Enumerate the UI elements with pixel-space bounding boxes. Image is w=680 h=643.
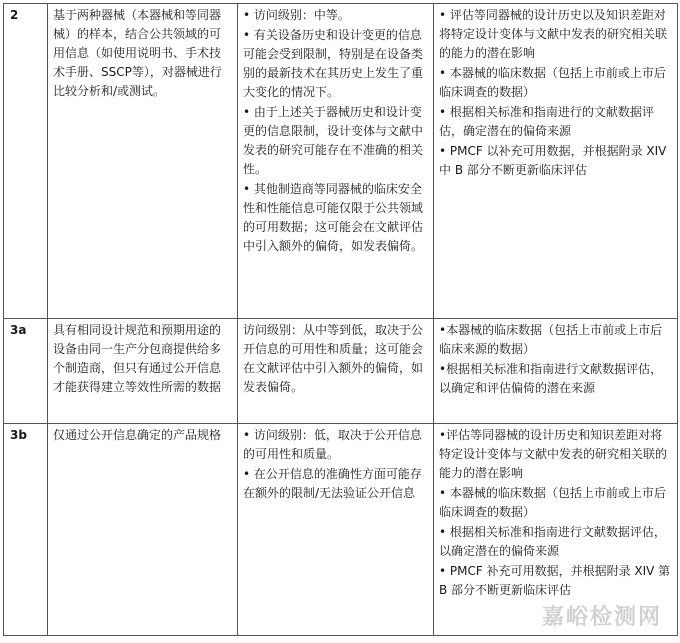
data-source-cell: [434, 4, 678, 319]
data-source-item: •本器械的临床数据（包括上市前或上市后临床来源的数据）: [439, 323, 663, 356]
access-item: • 在公开信息的准确性方面可能存在额外的限制/无法验证公开信息: [243, 467, 422, 500]
data-source-item: • 评估等同器械的设计历史以及知识差距对将特定设计变体与文献中发表的研究相关联的能力的潜在影响: [439, 8, 668, 60]
data-source-item: • 根据相关标准和指南进行文献数据评估，以确定潜在的偏倚来源: [439, 525, 666, 558]
access-item: • 其他制造商等同器械的临床安全性和性能信息可能仅限于公共领域的可用数据；这可能会在文献评估中引入额外的偏倚，如发表偏倚。: [243, 182, 424, 253]
data-source-item: • 本器械的临床数据（包括上市前或上市后临床调查的数据）: [439, 66, 666, 99]
access-item: • 由于上述关于器械历史和设计变更的信息限制，设计变体与文献中发表的研究可能存在不准确的相关性。: [243, 105, 424, 176]
access-item: • 有关设备历史和设计变更的信息可能会受到限制，特别是在设备类别的最新技术在其历史上发生了重大变化的情况下。: [243, 28, 424, 99]
description-cell: 基于两种器械（本器械和等同器械）的样本，结合公共领域的可用信息（如使用说明书、手术技术手册、SSCP等），对器械进行比较分析和/或测试。: [48, 4, 238, 319]
description-cell: 仅通过公开信息确定的产品规格: [48, 424, 238, 636]
data-source-item: •评估等同器械的设计历史和知识差距对将特定设计变体与文献中发表的研究相关联的能力的潜在影响: [439, 428, 668, 480]
data-source-item: • 本器械的临床数据（包括上市前或上市后临床调查的数据）: [439, 486, 666, 519]
description-cell: 具有相同设计规范和预期用途的设备由同一生产分包商提供给多个制造商，但只有通过公开信息才能获得建立等效性所需的数据: [48, 319, 238, 424]
data-source-item: •根据相关标准和指南进行文献数据评估，以确定和评估偏倚的潜在来源: [439, 362, 663, 395]
data-source-item: • 根据相关标准和指南进行的文献数据评估，确定潜在的偏倚来源: [439, 105, 654, 138]
row-id-cell: 3a: [4, 319, 48, 424]
equivalence-table: [3, 3, 678, 636]
access-cell: [238, 424, 434, 636]
access-item: 访问级别：从中等到低，取决于公开信息的可用性和质量；这可能会在文献评估中引入额外的偏倚，如发表偏倚。: [243, 323, 424, 394]
row-id-cell: 2: [4, 4, 48, 319]
data-source-cell: [434, 319, 678, 424]
access-item: • 访问级别：中等。: [243, 8, 350, 22]
access-cell: [238, 4, 434, 319]
table-row: [4, 4, 678, 319]
access-cell: [238, 319, 434, 424]
table-row: [4, 319, 678, 424]
watermark: 嘉峪检测网: [541, 605, 662, 630]
row-id-cell: 3b: [4, 424, 48, 636]
data-source-item: • PMCF 补充可用数据，并根据附录 XIV 第 B 部分不断更新临床评估: [439, 564, 671, 597]
access-item: • 访问级别：低，取决于公开信息的可用性和质量。: [243, 428, 422, 461]
data-source-item: • PMCF 以补充可用数据，并根据附录 XIV 中 B 部分不断更新临床评估: [439, 144, 667, 177]
